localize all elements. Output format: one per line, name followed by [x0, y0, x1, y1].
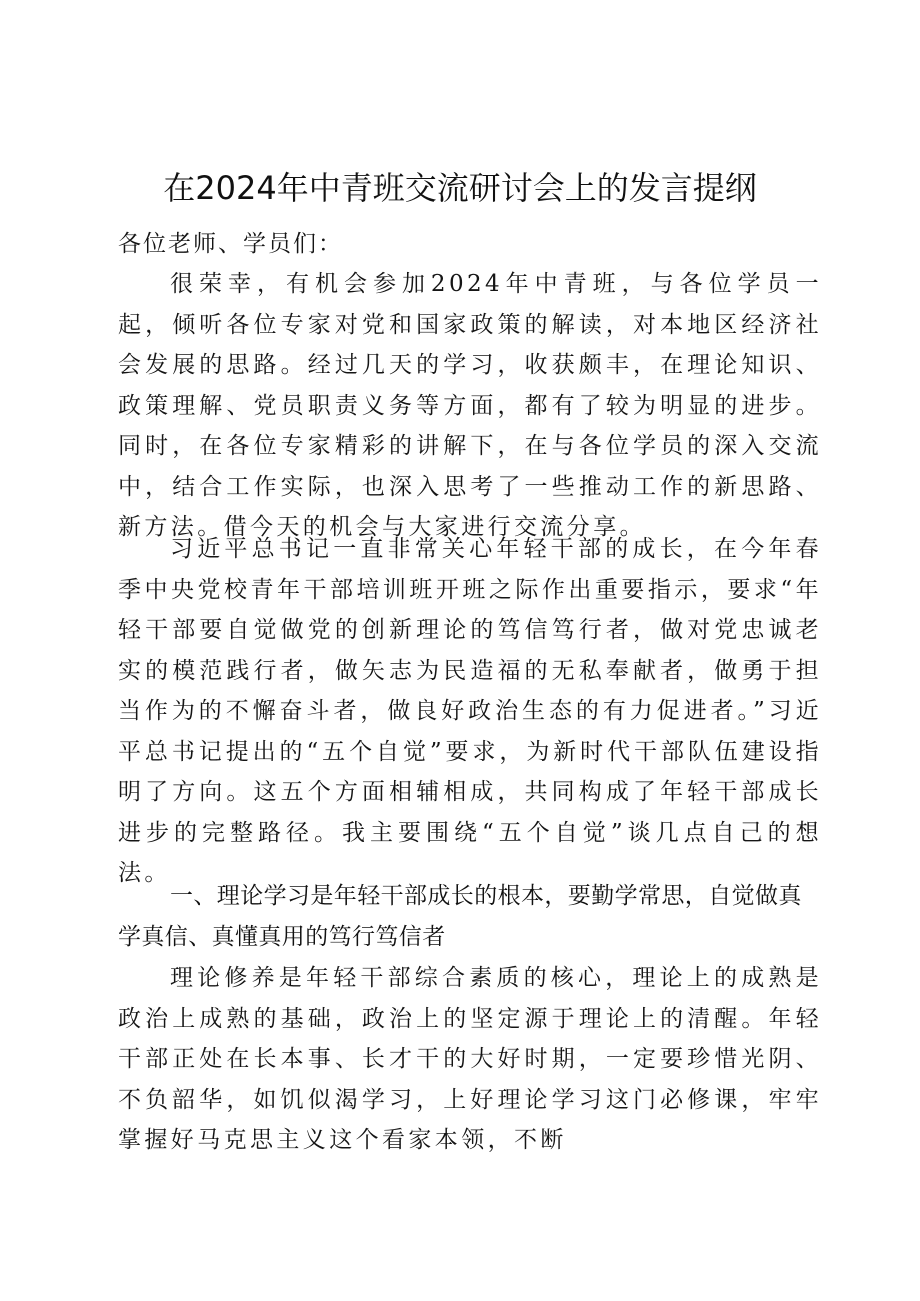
paragraph-theory-study: 理论修养是年轻干部综合素质的核心，理论上的成熟是政治上成熟的基础，政治上的坚定源于理论上的清醒。年轻干部正处在长本事、长才干的大好时期，一定要珍惜光阴、不负韶华，如饥似渴学习，上好理论学习这门必修课，牢牢掌握好马克思主义这个看家本领，不断 — [118, 965, 822, 1153]
document-title: 在2024年中青班交流研讨会上的发言提纲 — [163, 169, 757, 207]
section-heading: 一、理论学习是年轻干部成长的根本，要勤学常思，自觉做真学真信、真懂真用的笃行笃信者 — [118, 883, 802, 950]
greeting: 各位老师、学员们： — [118, 231, 343, 257]
paragraph-five-requirements: 习近平总书记一直非常关心年轻干部的成长，在今年春季中央党校青年干部培训班开班之际作出重要指示，要求“年轻干部要自觉做党的创新理论的笃信笃行者，做对党忠诚老实的模范践行者，做矢志为民造福的无私奉献者，做勇于担当作为的不懈奋斗者，做良好政治生态的有力促进者。”习近平总书记提出的“五个自觉”要求，为新时代干部队伍建设指明了方向。这五个方面相辅相成，共同构成了年轻干部成长进步的完整路径。我主要围绕“五个自觉”谈几点自己的想法。 — [118, 536, 822, 886]
paragraph-intro: 很荣幸，有机会参加2024年中青班，与各位学员一起，倾听各位专家对党和国家政策的解读，对本地区经济社会发展的思路。经过几天的学习，收获颇丰，在理论知识、政策理解、党员职责义务等方面，都有了较为明显的进步。同时，在各位专家精彩的讲解下，在与各位学员的深入交流中，结合工作实际，也深入思考了一些推动工作的新思路、新方法。借今天的机会与大家进行交流分享。 — [118, 271, 822, 540]
